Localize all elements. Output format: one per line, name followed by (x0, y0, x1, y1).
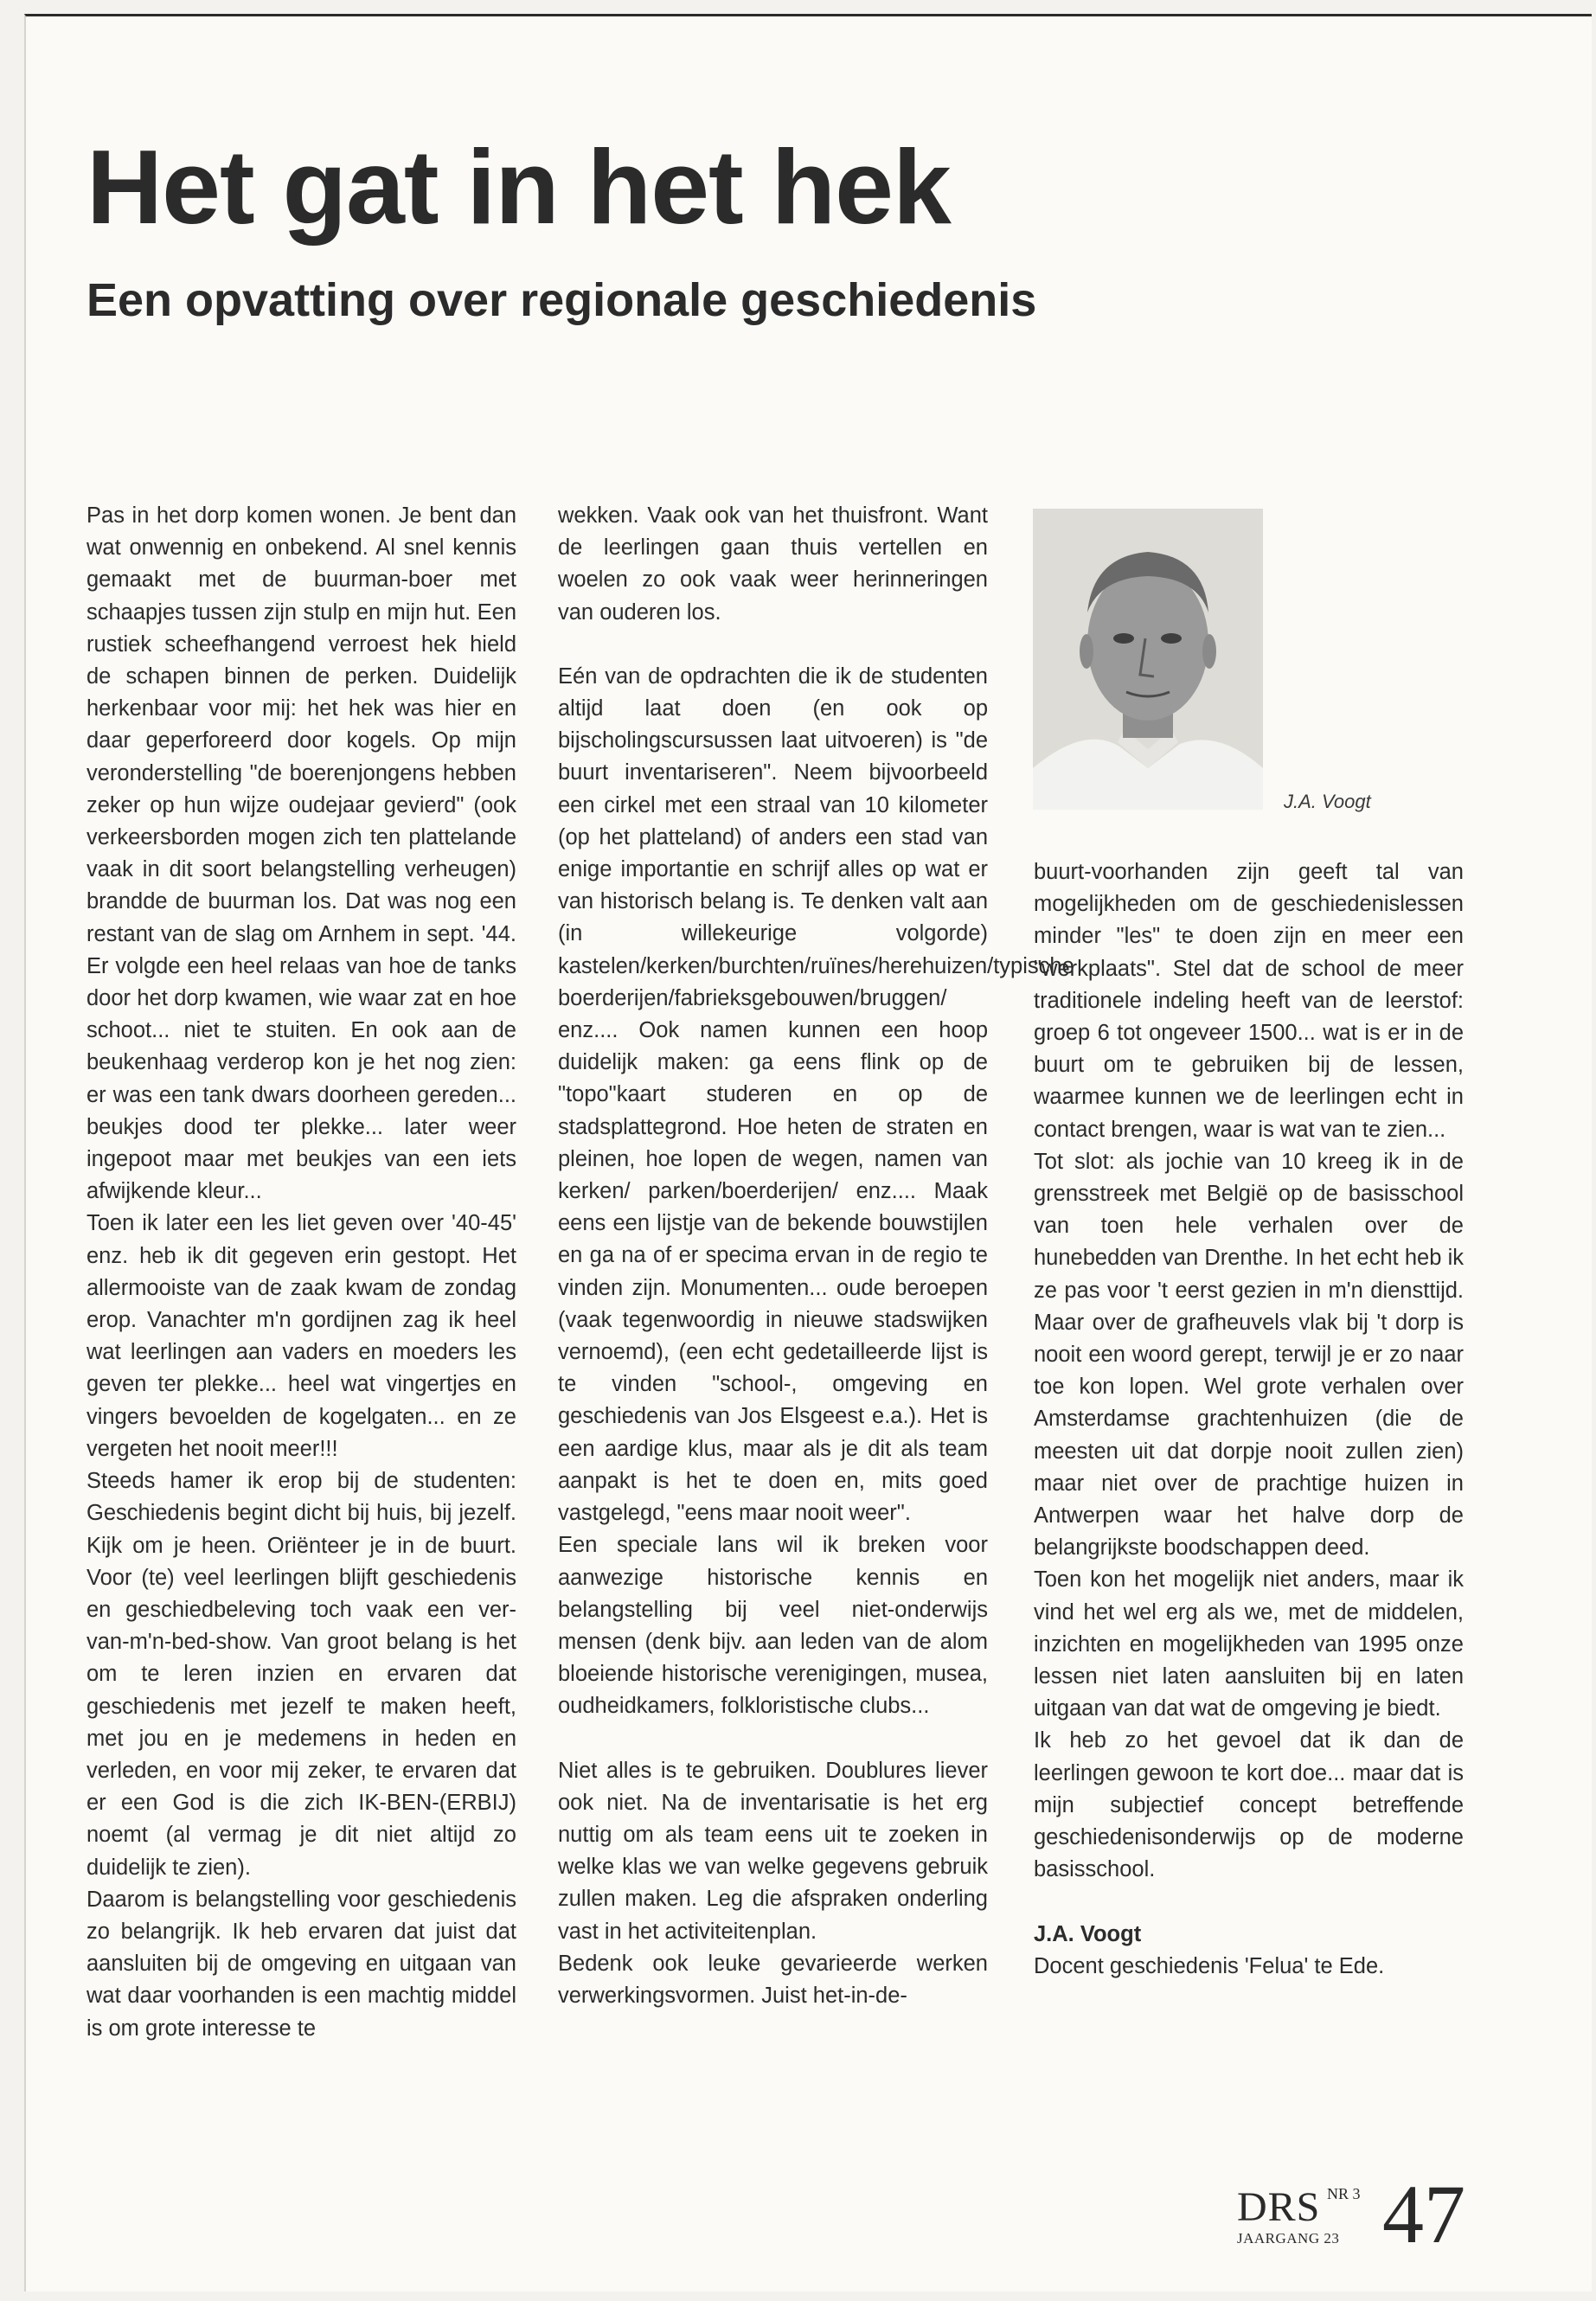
paragraph: Toen kon het mogelijk niet anders, maar ik vind het wel erg als we, met de middelen, inzichten en mogelijkheden van 1995 onze lessen niet laten aansluiten bij en laten uitgaan van dat wat de omgeving je biedt. (1034, 1567, 1464, 1721)
paragraph: buurt-voorhanden zijn geeft tal van mogelijkheden om de geschiedenislessen minder "les" te doen zijn en meer een "werkplaats". Stel dat de school de meer traditionele indeling heeft van de leerstof: groep 6 tot ongeveer 1500... wat is er in de buurt om te gebruiken bij de lessen, waarmee kunnen we de leerlingen echt in contact brengen, waar is wat van te zien... (1034, 860, 1464, 1142)
article-subtitle: Een opvatting over regionale geschiedenis (87, 274, 1037, 326)
page-footer (1235, 2168, 1469, 2260)
text-column-1 (87, 500, 516, 2045)
paragraph: Ik heb zo het gevoel dat ik dan de leerlingen gewoon te kort doe... maar dat is mijn subjectief concept betreffende geschiedenisonderwijs op de moderne basisschool. (1034, 1728, 1464, 1882)
issue-number: NR 3 (1327, 2185, 1361, 2202)
paragraph: Een speciale lans wil ik breken voor aanwezige historische kennis en belangstelling bij veel niet-onderwijs mensen (denk bijv. aan leden van de alom bloeiende historische verenigingen, musea, oudheidkamers, folkloristische clubs... (558, 1533, 988, 1719)
paragraph: Pas in het dorp komen wonen. Je bent dan wat onwennig en onbekend. Al snel kennis gemaakt met de buurman-boer met schaapjes tussen zijn stulp en mijn hut. Een rustiek scheefhangend verroest hek hield de schapen binnen de perken. Duidelijk herkenbaar voor mij: het hek was hier en daar geperforeerd door kogels. Op mijn veronderstelling "de boerenjongens hebben zeker op hun wijze oudejaar gevierd" (ook verkeersborden mogen zich ten plattelande vaak in dit soort belangstelling verheugen) brandde de buurman los. Dat was nog een restant van de slag om Arnhem in sept. '44. Er volgde een heel relaas van hoe de tanks door het dorp kwamen, wie waar zat en hoe schoot... niet te stuiten. En ook aan de beukenhaag verderop kon je het nog zien: er was een tank dwars doorheen gereden... beukjes dood ter plekke... later weer ingepoot maar met beukjes van een iets afwijkende kleur... (87, 503, 516, 1204)
author-role: Docent geschiedenis 'Felua' te Ede. (1034, 1953, 1385, 1978)
paragraph: Tot slot: als jochie van 10 kreeg ik in de grensstreek met België op de basisschool van toen hele verhalen over de hunebedden van Drenthe. In het echt heb ik ze pas voor 't eerst gezien in m'n diensttijd. Maar over de grafheuvels vlak bij 't dorp is nooit een woord gerept, terwijl je er zo naar toe kon lopen. Wel grote verhalen over Amsterdamse grachtenhuizen (die de meesten uit dat dorpje nooit zullen zien) maar niet over de prachtige huizen in Antwerpen waar het halve dorp de belangrijkste boodschappen deed. (1034, 1149, 1464, 1561)
magazine-name: DRS (1237, 2184, 1321, 2230)
paragraph: Eén van de opdrachten die ik de studenten altijd laat doen (en ook op bijscholingscursussen laat uitvoeren) is "de buurt inventariseren". Neem bijvoorbeeld een cirkel met een straal van 10 kilometer (op het platteland) of anders een stad van enige importantie en schrijf alles op wat er van historisch belang is. Te denken valt aan (in willekeurige volgorde) kastelen/kerken/burchten/ruïnes/herehuizen/typische boerderijen/fabrieksgebouwen/bruggen/ enz.... Ook namen kunnen een hoop duidelijk maken: ga eens flink op de "topo"kaart studeren en op de stadsplattegrond. Hoe heten de straten en pleinen, hoe lopen de wegen, namen van kerken/ parken/boerderijen/ enz.... Maak eens een lijstje van de bekende bouwstijlen en ga na of er specima ervan in de regio te vinden zijn. Monumenten... oude beroepen (vaak tegenwoordig in nieuwe stadswijken vernoemd), (een echt gedetailleerde lijst is te vinden "school-, omgeving en geschiedenis van Jos Elsgeest e.a.). Het is een aardige klus, maar als je dit als team aanpakt is het te doen en, mits goed vastgelegd, "eens maar nooit weer". (558, 663, 1074, 1526)
paragraph: Bedenk ook leuke gevarieerde werken verwerkingsvormen. Juist het-in-de- (558, 1951, 988, 2008)
photo-caption: J.A. Voogt (1284, 791, 1371, 812)
author-photo (1033, 509, 1263, 810)
volume-label: JAARGANG 23 (1237, 2230, 1340, 2247)
paragraph: wekken. Vaak ook van het thuisfront. Want de leerlingen gaan thuis vertellen en woelen zo ook vaak weer herinneringen van ouderen los. (558, 503, 988, 625)
page-number: 47 (1382, 2168, 1465, 2260)
paragraph: Niet alles is te gebruiken. Doublures liever ook niet. Na de inventarisatie is het erg nuttig om als team eens uit te zoeken in welke klas we van welke gegevens gebruik zullen maken. Leg die afspraken onderling vast in het activiteitenplan. (558, 1758, 988, 1944)
author-portrait-image (1033, 509, 1263, 810)
text-column-3 (1034, 856, 1464, 1983)
paragraph: Steeds hamer ik erop bij de studenten: Geschiedenis begint dicht bij huis, bij jezelf. Kijk om je heen. Oriënteer je in de buurt. Voor (te) veel leerlingen blijft geschiedenis en geschiedbeleving toch vaak een ver-van-m'n-bed-show. Van groot belang is het om te leren inzien en ervaren dat geschiedenis met jezelf te maken heeft, met jou en je medemens in heden en verleden, en voor mij zeker, te ervaren dat er een God is die zich IK-BEN-(ERBIJ) noemt (al vermag je dit niet altijd zo duidelijk te zien). (87, 1469, 516, 1880)
text-column-2 (558, 500, 1074, 2012)
author-name: J.A. Voogt (1034, 1921, 1142, 1946)
paragraph: Daarom is belangstelling voor geschiedenis zo belangrijk. Ik heb ervaren dat juist dat aansluiten bij de omgeving en uitgaan van wat daar voorhanden is een machtig middel is om grote interesse te (87, 1887, 516, 2041)
article-title: Het gat in het hek (87, 128, 951, 246)
paragraph: Toen ik later een les liet geven over '40-45' enz. heb ik dit gegeven erin gestopt. Het allermooiste van de zaak kwam de zondag erop. Vanachter m'n gordijnen zag ik heel wat leerlingen aan vaders en moeders les geven ter plekke... heel wat vingertjes en vingers bevoelden de kogelgaten... en ze vergeten het nooit meer!!! (87, 1211, 516, 1461)
